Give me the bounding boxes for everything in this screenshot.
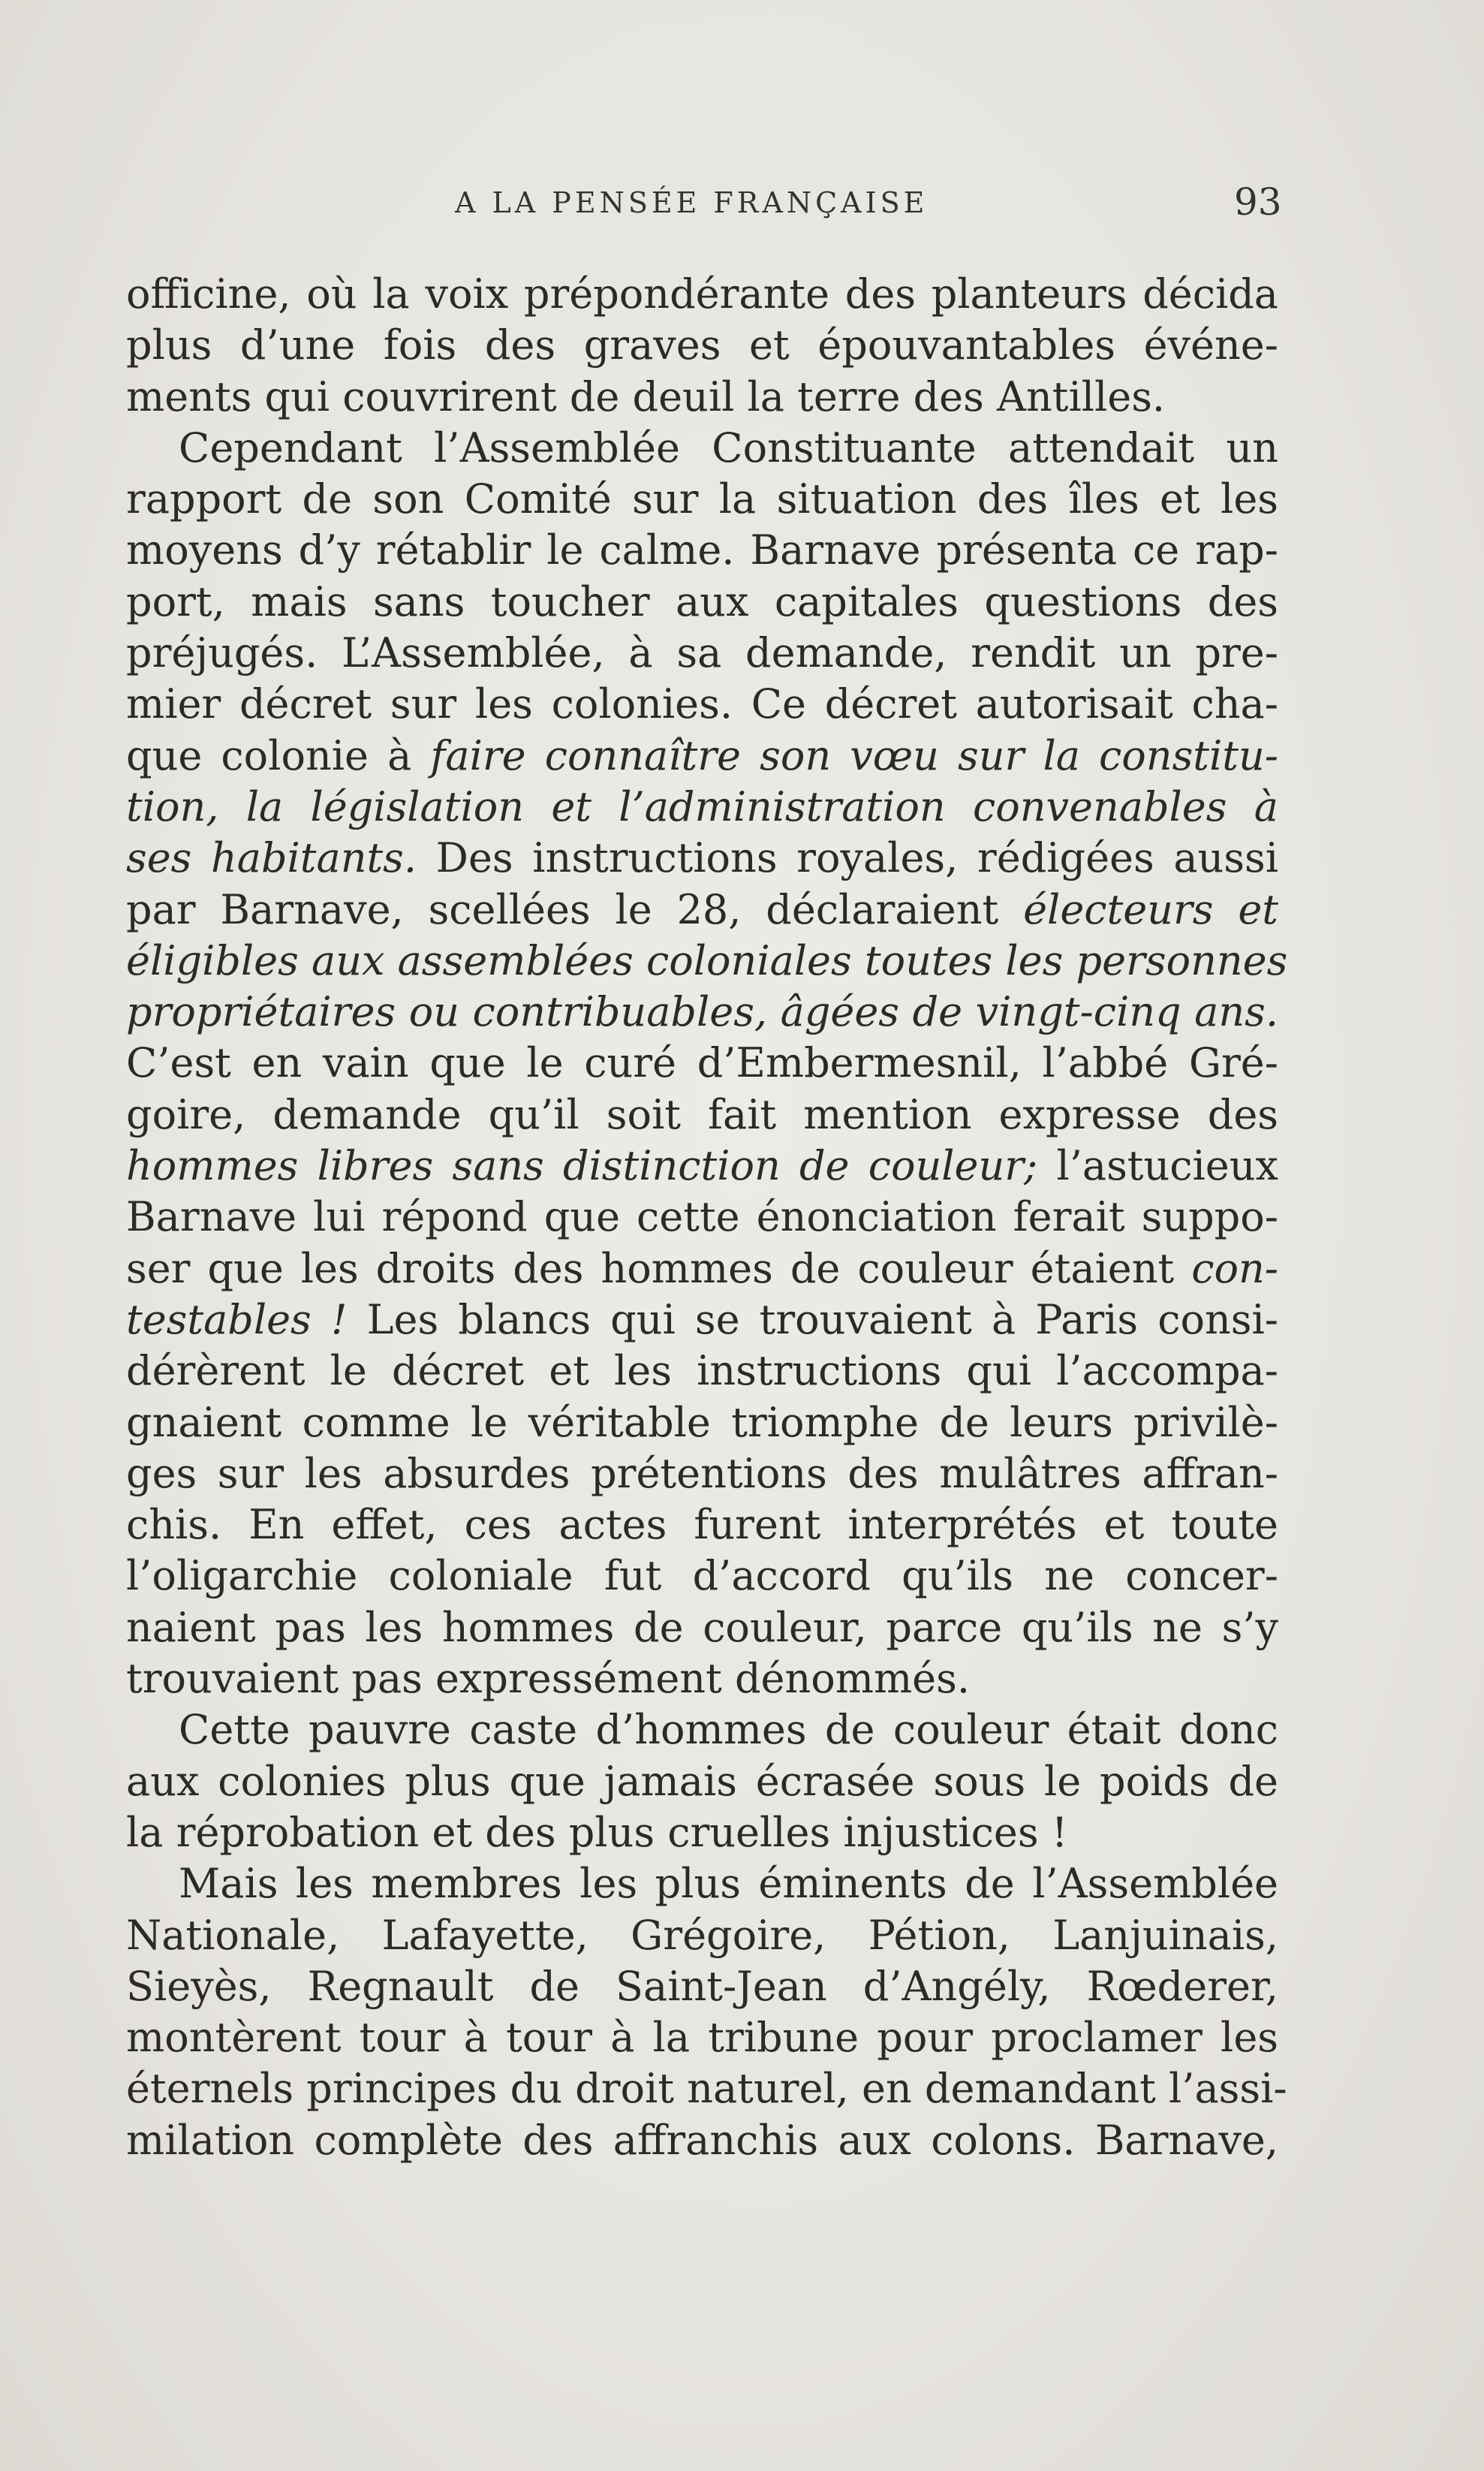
text-line [126, 1294, 1278, 1345]
text-run: l’astucieux [1037, 1142, 1278, 1190]
text-run: l’oligarchie coloniale fut d’accord qu’ils ne concer- [126, 1552, 1278, 1600]
italic-run: testables ! [126, 1295, 348, 1343]
text-line [126, 1345, 1278, 1397]
text-line [126, 2012, 1278, 2063]
italic-run: électeurs et [1023, 885, 1278, 933]
text-line [126, 1499, 1278, 1550]
text-run: Nationale, Lafayette, Grégoire, Pétion, Lanjuinais, [126, 1911, 1278, 1959]
text-line [126, 577, 1278, 628]
italic-run: con- [1191, 1244, 1278, 1292]
text-line [126, 1602, 1278, 1653]
text-run: gnaient comme le véritable triomphe de leurs privilè- [126, 1398, 1278, 1446]
text-line [126, 1910, 1278, 1961]
text-run: ser que les droits des hommes de couleur étaient [126, 1244, 1192, 1292]
text-run: dérèrent le décret et les instructions qui l’accompa- [126, 1347, 1278, 1395]
text-line [126, 782, 1278, 833]
text-line [126, 1550, 1278, 1602]
text-line [126, 2115, 1278, 2166]
text-run: Barnave lui répond que cette énonciation ferait suppo- [126, 1193, 1278, 1241]
text-run: préjugés. L’Assemblée, à sa demande, rendit un pre- [126, 629, 1278, 677]
running-head: A LA PENSÉE FRANÇAISE [455, 186, 929, 219]
text-run: Sieyès, Regnault de Saint-Jean d’Angély, Rœderer, [126, 1962, 1278, 2010]
text-run: éternels principes du droit naturel, en demandant l’assi- [126, 2065, 1287, 2113]
text-line [126, 628, 1278, 679]
text-run: goire, demande qu’il soit fait mention expresse des [126, 1090, 1278, 1138]
text-run: naient pas les hommes de couleur, parce qu’ils ne s’y [126, 1603, 1278, 1651]
text-line [126, 1448, 1278, 1499]
text-run: ges sur les absurdes prétentions des mulâtres affran- [126, 1449, 1278, 1497]
italic-run: faire connaître son vœu sur la constitu- [430, 731, 1278, 779]
text-line [126, 679, 1278, 730]
italic-run: tion, la législation et l’administration convenables à [126, 782, 1278, 830]
text-run: Cependant l’Assemblée Constituante attendait un [179, 423, 1278, 472]
text-line [126, 1653, 1278, 1704]
text-run: Les blancs qui se trouvaient à Paris consi- [347, 1295, 1278, 1343]
text-line [126, 1961, 1278, 2012]
text-line [126, 833, 1278, 884]
text-run: Des instructions royales, rédigées aussi [417, 834, 1278, 882]
text-line [126, 1192, 1278, 1243]
text-line [126, 1141, 1278, 1192]
text-line [126, 731, 1278, 782]
text-line [126, 423, 1278, 474]
text-run: mier décret sur les colonies. Ce décret autorisait cha- [126, 680, 1278, 728]
text-run: plus d’une fois des graves et épouvantables événe- [126, 321, 1278, 369]
text-run: C’est en vain que le curé d’Embermesnil, l’abbé Gré- [126, 1039, 1278, 1087]
text-line [126, 884, 1278, 936]
text-run: chis. En effet, ces actes furent interprétés et toute [126, 1501, 1278, 1549]
body-text [126, 269, 1288, 2166]
italic-run: ses habitants. [126, 834, 417, 882]
text-run: que colonie à [126, 731, 431, 779]
text-run: aux colonies plus que jamais écrasée sous le poids de [126, 1757, 1278, 1805]
text-run: ments qui couvrirent de deuil la terre des Antilles. [126, 372, 1166, 420]
text-run: port, mais sans toucher aux capitales questions des [126, 577, 1278, 625]
text-line [126, 320, 1278, 371]
text-run: Cette pauvre caste d’hommes de couleur était donc [179, 1706, 1278, 1754]
italic-run: hommes libres sans distinction de couleur; [126, 1142, 1038, 1190]
text-line [126, 1243, 1278, 1294]
text-line [126, 1807, 1278, 1858]
italic-run: éligibles aux assemblées coloniales toutes les personnes [126, 936, 1288, 984]
text-line [126, 1858, 1278, 1909]
text-run: rapport de son Comité sur la situation des îles et les [126, 475, 1278, 523]
text-run: milation complète des affranchis aux colons. Barnave, [126, 2116, 1278, 2164]
text-line [126, 2063, 1287, 2114]
text-run: par Barnave, scellées le 28, déclaraient [126, 885, 1024, 933]
italic-run: propriétaires ou contribuables, âgées de vingt-cinq ans. [126, 988, 1278, 1036]
text-line [126, 525, 1278, 576]
text-line [126, 269, 1278, 320]
text-line [126, 1397, 1278, 1448]
text-run: officine, où la voix prépondérante des planteurs décida [126, 270, 1278, 318]
text-run: Mais les membres les plus éminents de l’Assemblée [179, 1860, 1278, 1908]
text-line [126, 936, 1288, 987]
text-line [126, 474, 1278, 525]
text-line [126, 372, 1278, 423]
text-line [126, 1704, 1278, 1755]
text-run: trouvaient pas expressément dénommés. [126, 1655, 971, 1703]
text-line [126, 1089, 1278, 1141]
text-run: montèrent tour à tour à la tribune pour proclamer les [126, 2014, 1278, 2062]
text-line [126, 1038, 1278, 1089]
text-line [126, 987, 1278, 1038]
text-run: moyens d’y rétablir le calme. Barnave présenta ce rap- [126, 526, 1278, 574]
text-run: la réprobation et des plus cruelles injustices ! [126, 1808, 1068, 1856]
page-number: 93 [1234, 180, 1282, 224]
text-line [126, 1756, 1278, 1807]
